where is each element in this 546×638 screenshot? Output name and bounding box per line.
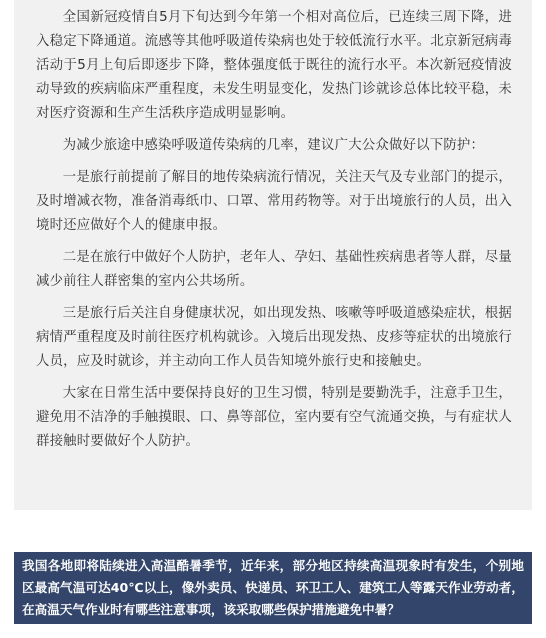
article-paragraph-3: 一是旅行前提前了解目的地传染病流行情况，关注天气及专业部门的提示，及时增减衣物，准备消毒纸巾、口罩、常用药物等。对于出境旅行的人员，出入境时还应做好个人的健康申报。 — [36, 170, 512, 233]
article-paragraph-5: 三是旅行后关注自身健康状况，如出现发热、咳嗽等呼吸道感染症状，根据病情严重程度及时前往医疗机构就诊。入境后出现发热、皮疹等症状的出境旅行人员，应及时就诊，并主动向工作人员告知境外旅行史和接触史。 — [36, 306, 512, 369]
article-card — [14, 0, 532, 510]
article-paragraph-6: 大家在日常生活中要保持良好的卫生习惯，特别是要勤洗手，注意手卫生，避免用不洁净的手触摸眼、口、鼻等部位，室内要有空气流通交换，与有症状人群接触时要做好个人防护。 — [36, 386, 512, 449]
article-paragraph-4: 二是在旅行中做好个人防护，老年人、孕妇、基础性疾病患者等人群，尽量减少前往人群密集的室内公共场所。 — [36, 250, 512, 289]
article-paragraph-2: 为减少旅途中感染呼吸道传染病的几率，建议广大公众做好以下防护： — [62, 138, 485, 153]
question-banner-text: 我国各地即将陆续进入高温酷暑季节，近年来，部分地区持续高温现象时有发生，个别地区最高气温可达40℃以上，像外卖员、快递员、环卫工人、建筑工人等露天作业劳动者，在高温天气作业时有哪些注意事项，该采取哪些保护措施避免中暑？ — [22, 558, 524, 617]
question-banner — [14, 552, 532, 624]
article-paragraph-1: 全国新冠疫情自5月下旬达到今年第一个相对高位后，已连续三周下降，进入稳定下降通道。流感等其他呼吸道传染病也处于较低流行水平。北京新冠病毒活动于5月上旬后即逐步下降，整体强度低于既往的流行水平。本次新冠疫情波动导致的疾病临床严重程度，未发生明显变化，发热门诊就诊总体比较平稳，未对医疗资源和生产生活秩序造成明显影响。 — [36, 10, 512, 121]
